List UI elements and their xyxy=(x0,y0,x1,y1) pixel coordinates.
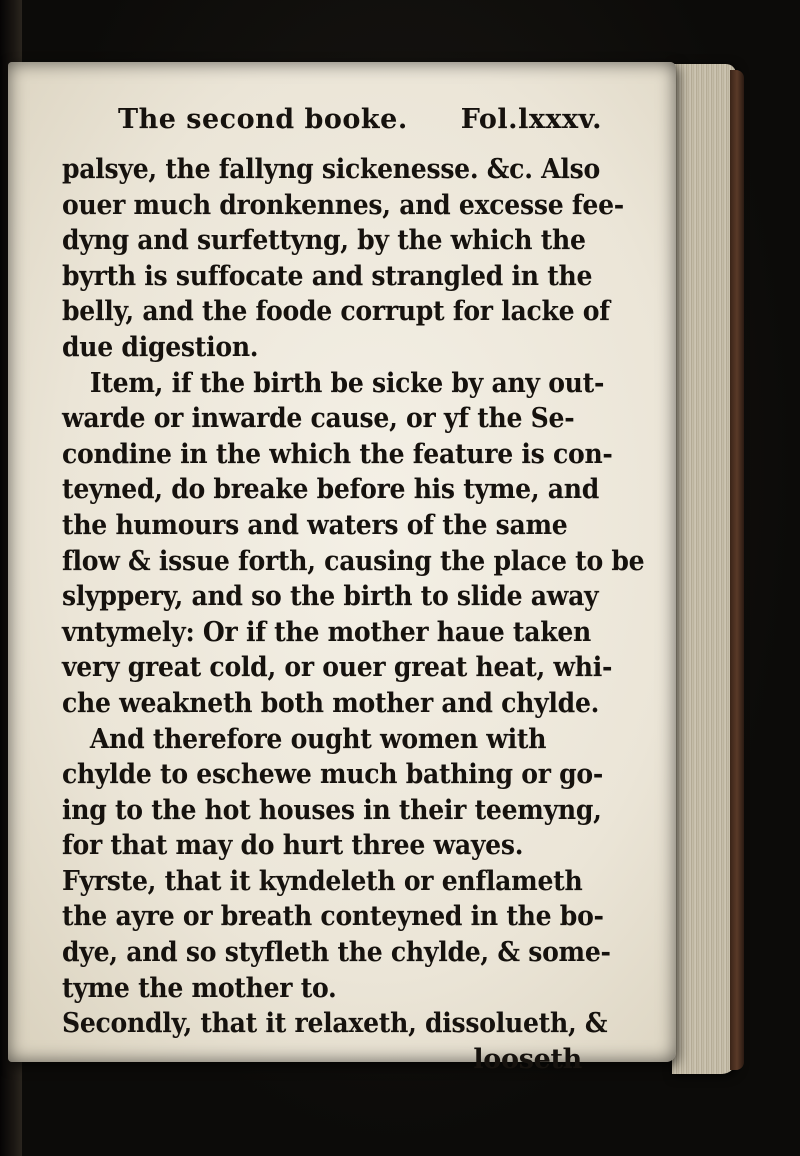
text-line: condine in the which the feature is con- xyxy=(62,438,613,470)
page-edges xyxy=(672,64,736,1074)
text-line: due digestion. xyxy=(62,331,259,363)
book-cover-edge xyxy=(730,70,744,1070)
catchword: looseth xyxy=(473,1043,582,1075)
text-line: belly, and the foode corrupt for lacke of xyxy=(62,296,610,328)
text-line: ing to the hot houses in their teemyng, xyxy=(62,794,602,826)
text-line: dyng and surfettyng, by the which the xyxy=(62,225,586,257)
text-line: dye, and so styfleth the chylde, & some- xyxy=(62,937,611,969)
text-line: for that may do hurt three wayes. xyxy=(62,830,524,862)
text-line: the ayre or breath conteyned in the bo- xyxy=(62,901,604,933)
text-line: very great cold, or ouer great heat, whi- xyxy=(62,652,613,684)
running-head-title: The second booke. xyxy=(118,104,408,135)
text-line: flow & issue forth, causing the place to be xyxy=(62,545,645,577)
text-line: che weakneth both mother and chylde. xyxy=(62,687,600,719)
folio-number: Fol.lxxxv. xyxy=(460,104,602,135)
text-line: byrth is suffocate and strangled in the xyxy=(62,260,593,292)
text-line: warde or inwarde cause, or yf the Se- xyxy=(62,403,575,435)
text-line: palsye, the fallyng sickenesse. &c. Also xyxy=(62,154,600,185)
paragraph-start-line: Item, if the birth be sicke by any out- xyxy=(89,367,605,399)
text-line: teyned, do breake before his tyme, and xyxy=(62,474,600,506)
paragraph-start-line: Fyrste, that it kyndeleth or enflameth xyxy=(62,865,583,897)
text-line: tyme the mother to. xyxy=(62,972,337,1004)
paragraph-start-line: Secondly, that it relaxeth, dissolueth, & xyxy=(62,1008,608,1040)
page-text xyxy=(62,100,645,1077)
paragraph-start-line: And therefore ought women with xyxy=(89,723,547,755)
text-line: chylde to eschewe much bathing or go- xyxy=(62,759,604,791)
running-head xyxy=(118,100,602,140)
text-line: ouer much dronkennes, and excesse fee- xyxy=(62,189,624,221)
text-line: slyppery, and so the birth to slide away xyxy=(62,581,599,613)
text-line: the humours and waters of the same xyxy=(62,509,568,541)
text-line: vntymely: Or if the mother haue taken xyxy=(62,616,592,648)
